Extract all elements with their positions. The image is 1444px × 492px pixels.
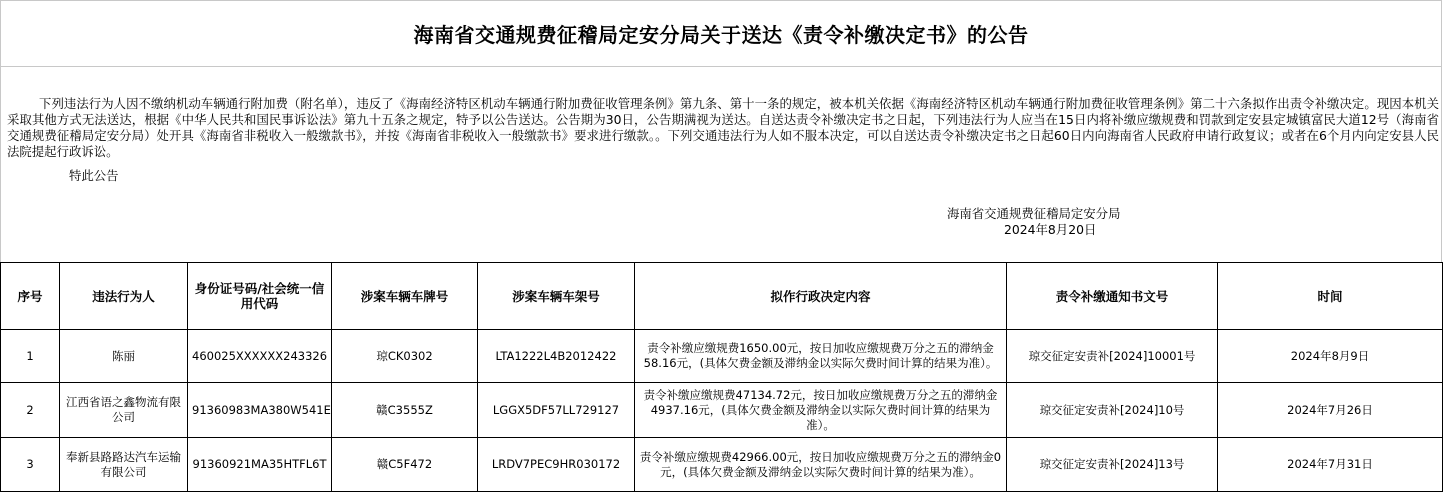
cell-vin: LGGX5DF57LL729127 <box>478 383 635 438</box>
notice-body: 下列违法行为人因不缴纳机动车辆通行附加费（附名单），违反了《海南经济特区机动车辆通行附加费征收管理条例》第九条、第十一条的规定，被本机关依据《海南经济特区机动车辆通行附加费征收管理条例》第二十六条拟作出责令补缴决定。现因本机关采取其他方式无法送达，根据《中华人民共和国民事诉讼法》第九十五条之规定，特予以公告送达。公告期为30日，公告期满视为送达。自送达责令补缴决定书之日起，下列违法行为人应当在15日内将补缴应缴规费和罚款到定安县定城镇富民大道12号（海南省交通规费征稽局定安分局）处开具《海南省非税收入一般缴款书》，并按《海南省非税收入一般缴款书》要求进行缴款。。下列交通违法行为人如不服本决定，可以自送达责令补缴决定书之日起60日内向海南省人民政府申请行政复议；或者在6个月内向定安县人民法院提起行政诉讼。 <box>7 96 1439 159</box>
cell-decision: 责令补缴应缴规费42966.00元，按日加收应缴规费万分之五的滞纳金0元，(具体欠费金额及滞纳金以实际欠费时间计算的结果为准）。 <box>635 438 1007 492</box>
cell-decision: 责令补缴应缴规费1650.00元，按日加收应缴规费万分之五的滞纳金58.16元，(具体欠费金额及滞纳金以实际欠费时间计算的结果为准）。 <box>635 330 1007 383</box>
page-title: 海南省交通规费征稽局定安分局关于送达《责令补缴决定书》的公告 <box>413 23 1029 47</box>
cell-id-code: 91360983MA380W541E <box>188 383 332 438</box>
cell-notice-no: 琼交征定安责补[2024]13号 <box>1007 438 1218 492</box>
cell-plate: 琼CK0302 <box>332 330 478 383</box>
violator-table <box>0 262 1443 492</box>
notice-closing: 特此公告 <box>69 168 119 183</box>
cell-plate: 赣C5F472 <box>332 438 478 492</box>
cell-date: 2024年7月26日 <box>1218 383 1443 438</box>
cell-vin: LTA1222L4B2012422 <box>478 330 635 383</box>
cell-violator: 江西省语之鑫物流有限公司 <box>60 383 188 438</box>
header-decision: 拟作行政决定内容 <box>635 263 1007 330</box>
table-row <box>1 330 1443 383</box>
cell-decision: 责令补缴应缴规费47134.72元，按日加收应缴规费万分之五的滞纳金4937.16元，(具体欠费金额及滞纳金以实际欠费时间计算的结果为准）。 <box>635 383 1007 438</box>
header-violator: 违法行为人 <box>60 263 188 330</box>
table-row <box>1 438 1443 492</box>
cell-date: 2024年8月9日 <box>1218 330 1443 383</box>
header-id-code: 身份证号码/社会统一信用代码 <box>188 263 332 330</box>
header-plate: 涉案车辆车牌号 <box>332 263 478 330</box>
cell-notice-no: 琼交征定安责补[2024]10001号 <box>1007 330 1218 383</box>
notice-cell <box>0 67 1442 262</box>
title-cell <box>0 0 1442 67</box>
signature-org: 海南省交通规费征稽局定安分局 <box>947 206 1121 221</box>
cell-notice-no: 琼交征定安责补[2024]10号 <box>1007 383 1218 438</box>
cell-id-code: 460025XXXXXX243326 <box>188 330 332 383</box>
table-row <box>1 383 1443 438</box>
cell-violator: 陈丽 <box>60 330 188 383</box>
cell-violator: 奉新县路路达汽车运输有限公司 <box>60 438 188 492</box>
cell-plate: 赣C3555Z <box>332 383 478 438</box>
header-vin: 涉案车辆车架号 <box>478 263 635 330</box>
header-index: 序号 <box>1 263 60 330</box>
cell-index: 3 <box>1 438 60 492</box>
cell-date: 2024年7月31日 <box>1218 438 1443 492</box>
signature-date: 2024年8月20日 <box>1004 222 1097 237</box>
cell-vin: LRDV7PEC9HR030172 <box>478 438 635 492</box>
cell-index: 2 <box>1 383 60 438</box>
cell-index: 1 <box>1 330 60 383</box>
header-date: 时间 <box>1218 263 1443 330</box>
header-notice-no: 责令补缴通知书文号 <box>1007 263 1218 330</box>
table-header-row <box>1 263 1443 330</box>
cell-id-code: 91360921MA35HTFL6T <box>188 438 332 492</box>
